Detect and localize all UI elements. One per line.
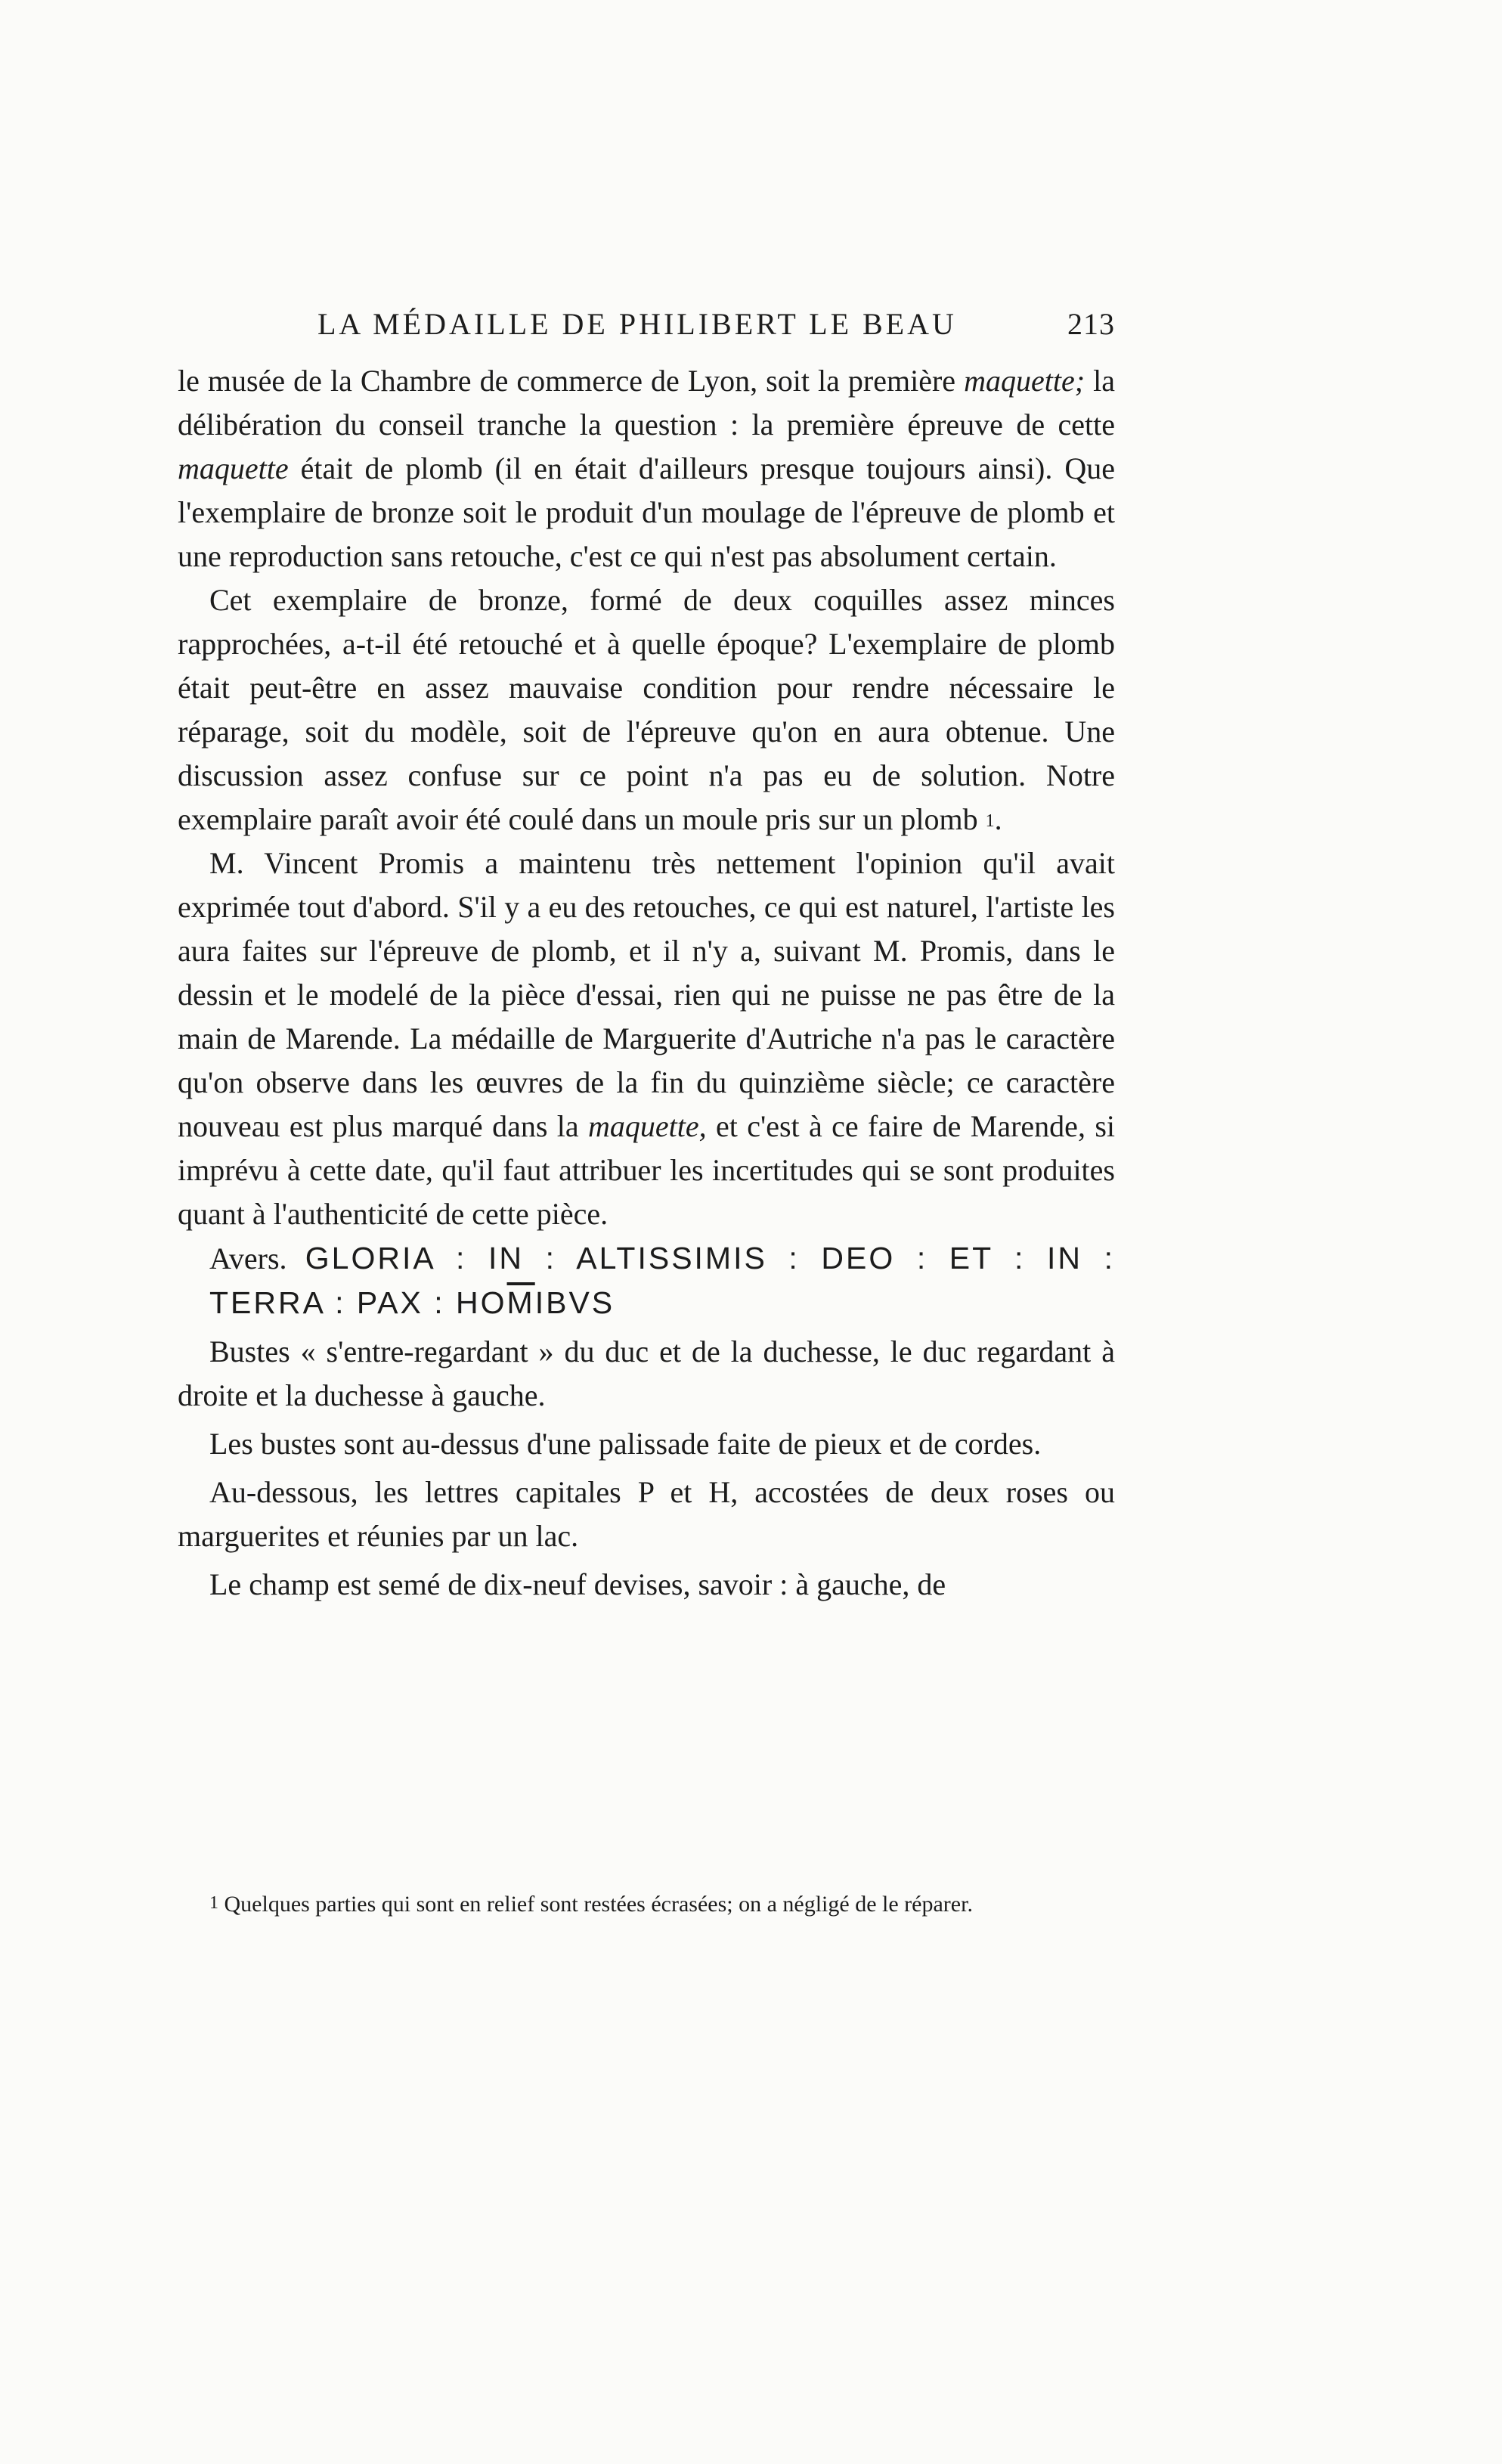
italic-term: maquette,	[588, 1109, 707, 1143]
paragraph-1-part-a: le musée de la Chambre de commerce de Lyon, soit la première	[178, 364, 965, 398]
paragraph-5: Les bustes sont au-dessus d'une palissade faite de pieux et de cordes.	[209, 1427, 1042, 1461]
legend-inscription-2c: IBVS	[534, 1285, 615, 1320]
paragraph-2-text: Cet exemplaire de bronze, formé de deux coquilles assez minces rapprochées, a-t-il été retouché et à quelle époque? L'exemplaire de plomb était peut-être en assez mauvaise condition pour rendre nécessaire le réparage, soit du modèle, soit de l'épreuve qu'on en aura obtenue. Une discussion assez confuse sur ce point n'a pas eu de solution. Notre exemplaire paraît avoir été coulé dans un moule pris sur un plomb	[178, 583, 1115, 836]
paragraph-4: Bustes « s'entre-regardant » du duc et de la duchesse, le duc regardant à droite et la duchesse à gauche.	[178, 1334, 1115, 1412]
paragraph-6: Au-dessous, les lettres capitales P et H, accostées de deux roses ou marguerites et réunies par un lac.	[178, 1475, 1115, 1553]
footnote-text: Quelques parties qui sont en relief sont restées écrasées; on a négligé de le réparer.	[224, 1892, 973, 1917]
italic-term: maquette;	[964, 364, 1085, 398]
paragraph-3-part-a: M. Vincent Promis a maintenu très nettement l'opinion qu'il avait exprimée tout d'abord. S'il y a eu des retouches, ce qui est naturel, l'artiste les aura faites sur l'épreuve de plomb, et il n'y a, suivant M. Promis, dans le dessin et le modelé de la pièce d'essai, rien qui ne puisse ne pas être de la main de Marende. La médaille de Marguerite d'Autriche n'a pas le caractère qu'on observe dans les œuvres de la fin du quinzième siècle; ce caractère nouveau est plus marqué dans la	[178, 846, 1115, 1143]
running-title: LA MÉDAILLE DE PHILIBERT LE BEAU	[317, 307, 957, 341]
paragraph-1-part-b: la délibération du conseil tranche la question : la première épreuve de cette	[178, 364, 1115, 442]
running-head	[317, 306, 1115, 352]
page-number: 213	[1067, 307, 1115, 341]
paragraph-3-part-b: et c'est à ce faire de Marende, si imprévu à cette date, qu'il faut attribuer les incertitudes qui se sont produites quant à l'authenticité de cette pièce.	[178, 1109, 1115, 1231]
italic-term: maquette	[178, 451, 289, 485]
legend-abbreviation-mark: $\overline{M}$	[506, 1285, 535, 1320]
paragraph-2	[178, 578, 1115, 841]
body-text	[178, 359, 1115, 1607]
footnote-reference[interactable]: 1	[985, 811, 995, 831]
legend-inscription-1: GLORIA : IN : ALTISSIMIS : DEO : ET : IN :	[305, 1241, 1115, 1275]
paragraph-1-part-c: était de plomb (il en était d'ailleurs presque toujours ainsi). Que l'exemplaire de bronze soit le produit d'un moulage de l'épreuve de plomb et une reproduction sans retouche, c'est ce qui n'est pas absolument certain.	[178, 451, 1115, 573]
legend-inscription-2a: TERRA : PAX : HO	[209, 1285, 507, 1320]
legend-label: Avers.	[209, 1241, 287, 1275]
legend-line-2	[178, 1281, 1115, 1325]
footnote-number: 1	[209, 1893, 218, 1913]
paragraph-3	[178, 841, 1115, 1236]
footnote	[178, 1890, 1115, 1919]
paragraph-7: Le champ est semé de dix-neuf devises, savoir : à gauche, de	[209, 1567, 946, 1601]
paragraph-1	[178, 359, 1115, 578]
paragraph-2-end: .	[994, 802, 1002, 836]
legend-line-1	[178, 1236, 1115, 1281]
